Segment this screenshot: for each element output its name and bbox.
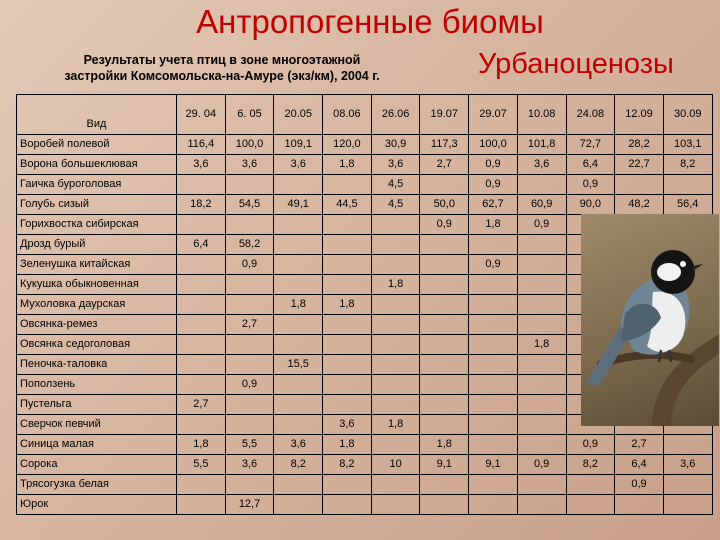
count-cell bbox=[371, 435, 420, 455]
count-cell bbox=[469, 495, 518, 515]
count-cell bbox=[371, 495, 420, 515]
count-cell: 0,9 bbox=[225, 255, 274, 275]
count-cell bbox=[420, 335, 469, 355]
species-name: Сорока bbox=[17, 455, 177, 475]
count-cell bbox=[225, 335, 274, 355]
count-cell bbox=[371, 315, 420, 335]
count-cell bbox=[323, 475, 372, 495]
count-cell bbox=[517, 315, 566, 335]
table-row bbox=[17, 175, 713, 195]
count-cell bbox=[177, 415, 226, 435]
table-row bbox=[17, 455, 713, 475]
count-cell: 117,3 bbox=[420, 135, 469, 155]
count-cell bbox=[274, 335, 323, 355]
count-cell bbox=[469, 395, 518, 415]
count-cell bbox=[420, 315, 469, 335]
count-cell bbox=[371, 335, 420, 355]
count-cell bbox=[420, 495, 469, 515]
count-cell bbox=[323, 315, 372, 335]
count-cell bbox=[225, 475, 274, 495]
count-cell bbox=[420, 395, 469, 415]
count-cell bbox=[323, 395, 372, 415]
count-cell bbox=[517, 435, 566, 455]
species-name: Поползень bbox=[17, 375, 177, 395]
count-cell bbox=[323, 235, 372, 255]
count-cell bbox=[323, 355, 372, 375]
count-cell bbox=[177, 255, 226, 275]
count-cell bbox=[323, 495, 372, 515]
count-cell bbox=[323, 335, 372, 355]
species-name: Пеночка-таловка bbox=[17, 355, 177, 375]
count-cell: 9,1 bbox=[420, 455, 469, 475]
count-cell: 3,6 bbox=[225, 155, 274, 175]
date-header: 30.09 bbox=[663, 95, 712, 135]
table-caption bbox=[32, 52, 412, 84]
count-cell: 3,6 bbox=[663, 455, 712, 475]
count-cell: 12,7 bbox=[225, 495, 274, 515]
count-cell bbox=[420, 275, 469, 295]
count-cell bbox=[517, 415, 566, 435]
count-cell bbox=[177, 315, 226, 335]
count-cell: 1,8 bbox=[323, 155, 372, 175]
count-cell: 3,6 bbox=[274, 155, 323, 175]
count-cell: 22,7 bbox=[615, 155, 664, 175]
species-name: Зеленушка китайская bbox=[17, 255, 177, 275]
count-cell bbox=[663, 475, 712, 495]
count-cell bbox=[469, 435, 518, 455]
species-name: Пустельга bbox=[17, 395, 177, 415]
count-cell bbox=[274, 255, 323, 275]
count-cell: 3,6 bbox=[371, 155, 420, 175]
date-header: 20.05 bbox=[274, 95, 323, 135]
count-cell: 1,8 bbox=[323, 295, 372, 315]
date-header: 6. 05 bbox=[225, 95, 274, 135]
count-cell: 2,7 bbox=[420, 155, 469, 175]
count-cell bbox=[177, 375, 226, 395]
count-cell bbox=[420, 415, 469, 435]
count-cell bbox=[420, 375, 469, 395]
count-cell: 1,8 bbox=[420, 435, 469, 455]
table-row bbox=[17, 155, 713, 175]
count-cell: 3,6 bbox=[323, 415, 372, 435]
count-cell bbox=[469, 235, 518, 255]
great-tit-bird-photo bbox=[581, 214, 719, 426]
count-cell bbox=[517, 175, 566, 195]
caption-line-1: Результаты учета птиц в зоне многоэтажной bbox=[83, 53, 361, 67]
count-cell bbox=[177, 275, 226, 295]
species-name: Горихвостка сибирская bbox=[17, 215, 177, 235]
count-cell: 10 bbox=[371, 455, 420, 475]
count-cell bbox=[469, 375, 518, 395]
count-cell: 49,1 bbox=[274, 195, 323, 215]
count-cell bbox=[663, 175, 712, 195]
count-cell: 5,5 bbox=[225, 435, 274, 455]
count-cell bbox=[663, 435, 712, 455]
count-cell: 48,2 bbox=[615, 195, 664, 215]
count-cell bbox=[469, 475, 518, 495]
count-cell bbox=[469, 275, 518, 295]
date-header: 08.06 bbox=[323, 95, 372, 135]
count-cell bbox=[469, 295, 518, 315]
count-cell: 0,9 bbox=[469, 255, 518, 275]
count-cell: 3,6 bbox=[225, 455, 274, 475]
count-cell bbox=[517, 355, 566, 375]
species-name: Воробей полевой bbox=[17, 135, 177, 155]
count-cell bbox=[177, 355, 226, 375]
count-cell: 0,9 bbox=[566, 435, 615, 455]
count-cell bbox=[517, 235, 566, 255]
count-cell bbox=[177, 335, 226, 355]
count-cell: 6,4 bbox=[566, 155, 615, 175]
count-cell: 1,8 bbox=[177, 435, 226, 455]
count-cell: 120,0 bbox=[323, 135, 372, 155]
count-cell bbox=[517, 255, 566, 275]
count-cell: 2,7 bbox=[177, 395, 226, 415]
caption-line-2: застройки Комсомольска-на-Амуре (экз/км), 2004 г. bbox=[64, 69, 380, 83]
count-cell: 90,0 bbox=[566, 195, 615, 215]
date-header: 26.06 bbox=[371, 95, 420, 135]
count-cell bbox=[323, 375, 372, 395]
species-name: Синица малая bbox=[17, 435, 177, 455]
count-cell bbox=[566, 495, 615, 515]
count-cell bbox=[274, 215, 323, 235]
species-name: Дрозд бурый bbox=[17, 235, 177, 255]
count-cell: 60,9 bbox=[517, 195, 566, 215]
count-cell bbox=[177, 475, 226, 495]
count-cell bbox=[225, 175, 274, 195]
count-cell: 101,8 bbox=[517, 135, 566, 155]
count-cell: 50,0 bbox=[420, 195, 469, 215]
table-row bbox=[17, 495, 713, 515]
count-cell bbox=[517, 475, 566, 495]
count-cell bbox=[225, 215, 274, 235]
count-cell bbox=[274, 375, 323, 395]
bird-photo bbox=[581, 214, 719, 426]
species-name: Голубь сизый bbox=[17, 195, 177, 215]
table-row bbox=[17, 435, 713, 455]
count-cell bbox=[517, 495, 566, 515]
count-cell: 3,6 bbox=[517, 155, 566, 175]
count-cell bbox=[274, 315, 323, 335]
species-name: Ворона большеклювая bbox=[17, 155, 177, 175]
count-cell bbox=[371, 475, 420, 495]
count-cell: 4,5 bbox=[371, 195, 420, 215]
count-cell bbox=[517, 375, 566, 395]
count-cell bbox=[371, 375, 420, 395]
count-cell: 0,9 bbox=[469, 175, 518, 195]
count-cell bbox=[517, 295, 566, 315]
count-cell: 103,1 bbox=[663, 135, 712, 155]
count-cell bbox=[615, 495, 664, 515]
count-cell: 15,5 bbox=[274, 355, 323, 375]
count-cell: 1,8 bbox=[371, 415, 420, 435]
count-cell: 1,8 bbox=[323, 435, 372, 455]
count-cell bbox=[274, 175, 323, 195]
section-title: Урбаноценозы bbox=[478, 48, 674, 80]
count-cell bbox=[225, 395, 274, 415]
species-name: Овсянка седоголовая bbox=[17, 335, 177, 355]
count-cell: 30,9 bbox=[371, 135, 420, 155]
count-cell bbox=[371, 355, 420, 375]
count-cell: 100,0 bbox=[225, 135, 274, 155]
count-cell bbox=[420, 255, 469, 275]
count-cell bbox=[177, 295, 226, 315]
count-cell: 0,9 bbox=[469, 155, 518, 175]
date-header: 24.08 bbox=[566, 95, 615, 135]
count-cell: 0,9 bbox=[517, 215, 566, 235]
species-name: Юрок bbox=[17, 495, 177, 515]
count-cell bbox=[517, 275, 566, 295]
count-cell bbox=[371, 255, 420, 275]
count-cell: 1,8 bbox=[371, 275, 420, 295]
count-cell: 8,2 bbox=[663, 155, 712, 175]
count-cell bbox=[225, 355, 274, 375]
count-cell: 5,5 bbox=[177, 455, 226, 475]
count-cell bbox=[420, 355, 469, 375]
count-cell bbox=[469, 335, 518, 355]
count-cell: 58,2 bbox=[225, 235, 274, 255]
species-name: Овсянка-ремез bbox=[17, 315, 177, 335]
count-cell bbox=[420, 235, 469, 255]
count-cell bbox=[274, 495, 323, 515]
count-cell: 8,2 bbox=[274, 455, 323, 475]
count-cell: 28,2 bbox=[615, 135, 664, 155]
count-cell: 0,9 bbox=[615, 475, 664, 495]
count-cell bbox=[469, 315, 518, 335]
count-cell bbox=[323, 275, 372, 295]
count-cell: 9,1 bbox=[469, 455, 518, 475]
species-name: Кукушка обыкновенная bbox=[17, 275, 177, 295]
count-cell: 0,9 bbox=[225, 375, 274, 395]
count-cell bbox=[371, 395, 420, 415]
date-header: 12.09 bbox=[615, 95, 664, 135]
count-cell: 1,8 bbox=[469, 215, 518, 235]
count-cell: 8,2 bbox=[566, 455, 615, 475]
count-cell: 0,9 bbox=[517, 455, 566, 475]
count-cell bbox=[420, 475, 469, 495]
species-name: Гаичка буроголовая bbox=[17, 175, 177, 195]
count-cell: 3,6 bbox=[274, 435, 323, 455]
count-cell: 8,2 bbox=[323, 455, 372, 475]
date-header: 10.08 bbox=[517, 95, 566, 135]
count-cell bbox=[177, 175, 226, 195]
count-cell bbox=[663, 495, 712, 515]
count-cell bbox=[225, 275, 274, 295]
species-name: Мухоловка даурская bbox=[17, 295, 177, 315]
count-cell: 6,4 bbox=[177, 235, 226, 255]
table-row bbox=[17, 195, 713, 215]
table-header-row bbox=[17, 95, 713, 135]
count-cell: 100,0 bbox=[469, 135, 518, 155]
species-name: Трясогузка белая bbox=[17, 475, 177, 495]
date-header: 29. 04 bbox=[177, 95, 226, 135]
count-cell bbox=[371, 215, 420, 235]
count-cell: 72,7 bbox=[566, 135, 615, 155]
count-cell bbox=[420, 175, 469, 195]
count-cell bbox=[225, 415, 274, 435]
count-cell: 116,4 bbox=[177, 135, 226, 155]
count-cell bbox=[323, 255, 372, 275]
count-cell bbox=[177, 495, 226, 515]
count-cell: 2,7 bbox=[615, 435, 664, 455]
count-cell: 62,7 bbox=[469, 195, 518, 215]
count-cell: 1,8 bbox=[517, 335, 566, 355]
count-cell: 18,2 bbox=[177, 195, 226, 215]
count-cell: 1,8 bbox=[274, 295, 323, 315]
count-cell bbox=[517, 395, 566, 415]
count-cell bbox=[274, 475, 323, 495]
count-cell: 0,9 bbox=[420, 215, 469, 235]
page-title: Антропогенные биомы bbox=[196, 3, 544, 40]
count-cell bbox=[371, 235, 420, 255]
count-cell bbox=[469, 415, 518, 435]
count-cell: 6,4 bbox=[615, 455, 664, 475]
count-cell: 109,1 bbox=[274, 135, 323, 155]
count-cell: 44,5 bbox=[323, 195, 372, 215]
count-cell bbox=[225, 295, 274, 315]
species-column-header: Вид bbox=[17, 95, 177, 135]
date-header: 19.07 bbox=[420, 95, 469, 135]
count-cell bbox=[274, 235, 323, 255]
count-cell: 54,5 bbox=[225, 195, 274, 215]
date-header: 29.07 bbox=[469, 95, 518, 135]
count-cell bbox=[420, 295, 469, 315]
count-cell bbox=[274, 415, 323, 435]
species-name: Сверчок певчий bbox=[17, 415, 177, 435]
count-cell bbox=[274, 395, 323, 415]
count-cell: 2,7 bbox=[225, 315, 274, 335]
count-cell: 0,9 bbox=[566, 175, 615, 195]
count-cell bbox=[469, 355, 518, 375]
count-cell: 3,6 bbox=[177, 155, 226, 175]
count-cell: 4,5 bbox=[371, 175, 420, 195]
count-cell bbox=[274, 275, 323, 295]
count-cell bbox=[177, 215, 226, 235]
count-cell: 56,4 bbox=[663, 195, 712, 215]
table-row bbox=[17, 475, 713, 495]
table-row bbox=[17, 135, 713, 155]
count-cell bbox=[323, 175, 372, 195]
count-cell bbox=[371, 295, 420, 315]
count-cell bbox=[615, 175, 664, 195]
count-cell bbox=[566, 475, 615, 495]
count-cell bbox=[323, 215, 372, 235]
